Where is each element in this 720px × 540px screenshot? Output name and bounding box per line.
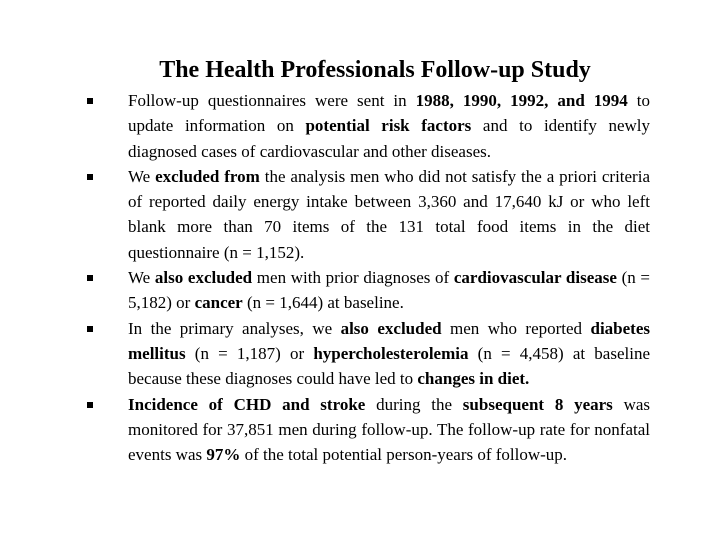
bullet-item (86, 88, 650, 164)
square-bullet-icon (87, 174, 93, 180)
bullet-text: We excluded from the analysis men who did not satisfy the a priori criteria of reported daily energy intake between 3,360 and 17,640 kJ or who left blank more than 70 items of the 131 total food items in the diet questionnaire (n = 1,152). (128, 166, 650, 262)
slide-title: The Health Professionals Follow-up Study (159, 57, 591, 83)
bullet-item (86, 265, 650, 316)
square-bullet-icon (87, 275, 93, 281)
bullet-list (86, 88, 650, 467)
square-bullet-icon (87, 326, 93, 332)
bullet-text: In the primary analyses, we also excluded men who reported diabetes mellitus (n = 1,187) or hypercholesterolemia (n = 4,458) at baseline because these diagnoses could have led to changes in diet. (128, 318, 650, 389)
bullet-item (86, 316, 650, 392)
bullet-text: Follow-up questionnaires were sent in 1988, 1990, 1992, and 1994 to update information on potential risk factors and to identify newly diagnosed cases of cardiovascular and other diseases. (128, 91, 650, 161)
square-bullet-icon (87, 402, 93, 408)
bullet-text: Incidence of CHD and stroke during the subsequent 8 years was monitored for 37,851 men during follow-up. The follow-up rate for nonfatal events was 97% of the total potential person-years of follow-up. (128, 394, 651, 465)
bullet-text: We also excluded men with prior diagnoses of cardiovascular disease (n = 5,182) or cancer (n = 1,644) at baseline. (128, 268, 650, 313)
square-bullet-icon (87, 98, 93, 104)
bullet-item (86, 392, 650, 468)
bullet-item (86, 164, 650, 265)
